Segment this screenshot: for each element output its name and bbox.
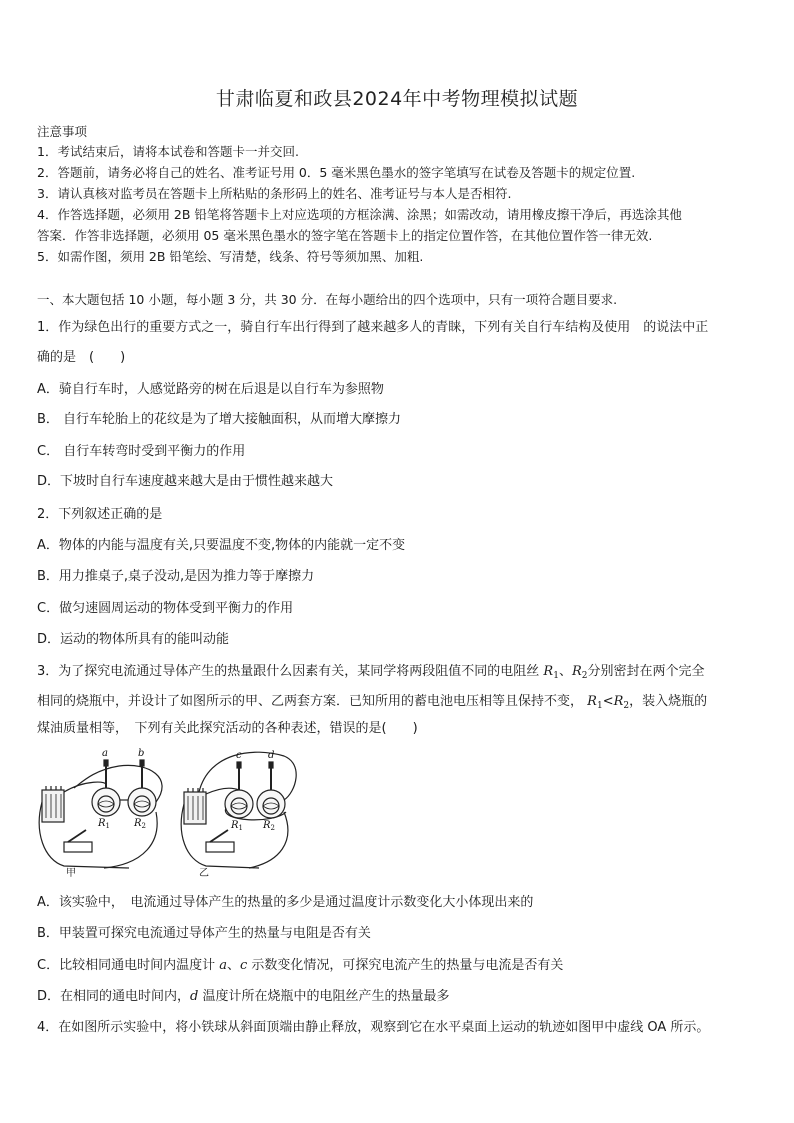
r1-symbol: $R_1$ — [587, 694, 603, 711]
q3-option-c — [37, 954, 563, 973]
q3-option-d-text2: 温度计所在烧瓶中的电阻丝产生的热量最多 — [198, 989, 450, 1004]
q3-stem-text-2b: ，装入烧瓶的 — [629, 694, 708, 709]
circuit-yi — [181, 752, 296, 868]
resistor-r2-label: $R_2$ — [571, 664, 588, 681]
q3-option-b: B．甲装置可探究电流通过导体产生的热量与电阻是否有关 — [37, 926, 371, 941]
r2-symbol: $R_2$ — [613, 694, 630, 711]
label-yi: 乙 — [199, 868, 209, 879]
q1-option-c: C． 自行车转弯时受到平衡力的作用 — [37, 444, 246, 459]
q2-option-c: C．做匀速圆周运动的物体受到平衡力的作用 — [37, 601, 294, 616]
note-item-1: 1．考试结束后，请将本试卷和答题卡一并交回. — [37, 144, 299, 159]
q2-option-a: A．物体的内能与温度有关,只要温度不变,物体的内能就一定不变 — [37, 538, 406, 553]
q1-option-a: A．骑自行车时，人感觉路旁的树在后退是以自行车为参照物 — [37, 382, 384, 397]
q1-option-d: D．下坡时自行车速度越来越大是由于惯性越来越大 — [37, 474, 334, 489]
q1-stem: 1．作为绿色出行的重要方式之一，骑自行车出行得到了越来越多人的青睐，下列有关自行车结构及使用 的说法中正 — [37, 320, 709, 335]
q3-option-a: A．该实验中， 电流通过导体产生的热量的多少是通过温度计示数变化大小体现出来的 — [37, 895, 534, 910]
q3-stem-line1 — [37, 660, 705, 681]
section-intro: 一、本大题包括 10 小题，每小题 3 分，共 30 分．在每小题给出的四个选项中，只有一项符合题目要求. — [37, 292, 618, 307]
q1-option-b: B． 自行车轮胎上的花纹是为了增大接触面积，从而增大摩擦力 — [37, 412, 402, 427]
less-than: < — [602, 694, 614, 709]
thermometer-c: c — [240, 958, 248, 973]
resistor-r1-label: $R_1$ — [543, 664, 559, 681]
separator: 、 — [558, 664, 572, 679]
q3-stem-line2 — [37, 690, 707, 711]
label-jia: 甲 — [66, 868, 76, 879]
q1-stem-cont: 确的是 ( ) — [37, 350, 126, 365]
label-b: b — [138, 748, 145, 759]
q3-option-c-text1: C．比较相同通电时间内温度计 — [37, 958, 220, 973]
label-d: d — [268, 750, 275, 761]
page-title: 甘肃临夏和政县2024年中考物理模拟试题 — [215, 88, 579, 110]
q3-option-c-text2: 示数变化情况，可探究电流产生的热量与电流是否有关 — [247, 958, 564, 973]
label-r1-yi: $R_1$ — [231, 820, 243, 832]
q3-option-d — [37, 985, 449, 1004]
note-item-4-cont: 答案．作答非选择题，必须用 05 毫米黑色墨水的签字笔在答题卡上的指定位置作答，在其他位置作答一律无效. — [37, 228, 653, 243]
note-item-4: 4．作答选择题，必须用 2B 铅笔将答题卡上对应选项的方框涂满、涂黑；如需改动，请用橡皮擦干净后，再选涂其他 — [37, 207, 682, 222]
q3-stem-line3: 煤油质量相等， 下列有关此探究活动的各种表述，错误的是( ) — [37, 721, 418, 736]
separator: 、 — [226, 958, 240, 973]
q2-option-b: B．用力推桌子,桌子没动,是因为推力等于摩擦力 — [37, 569, 315, 584]
circuit-diagram — [34, 742, 334, 882]
q2-option-d: D．运动的物体所具有的能叫动能 — [37, 632, 230, 647]
q3-option-d-text1: D．在相同的通电时间内， — [37, 989, 191, 1004]
q3-stem-text-1b: 分别密封在两个完全 — [587, 664, 705, 679]
circuit-jia — [39, 760, 162, 868]
thermometer-a: a — [219, 958, 227, 973]
label-r2-jia: $R_2$ — [134, 818, 146, 830]
label-r1-jia: $R_1$ — [98, 818, 110, 830]
label-c: c — [236, 750, 242, 761]
q2-stem: 2．下列叙述正确的是 — [37, 507, 163, 522]
q3-stem-text-1: 3．为了探究电流通过导体产生的热量跟什么因素有关，某同学将两段阻值不同的电阻丝 — [37, 664, 540, 679]
q3-stem-text-2: 相同的烧瓶中，并设计了如图所示的甲、乙两套方案．已知所用的蓄电池电压相等且保持不变， — [37, 694, 584, 709]
q4-stem: 4．在如图所示实验中，将小铁球从斜面顶端由静止释放，观察到它在水平桌面上运动的轨迹如图甲中虚线 OA 所示。 — [37, 1020, 710, 1035]
note-item-5: 5．如需作图，须用 2B 铅笔绘、写清楚，线条、符号等须加黑、加粗. — [37, 249, 424, 264]
label-a: a — [102, 748, 108, 759]
label-r2-yi: $R_2$ — [263, 820, 275, 832]
thermometer-d: d — [190, 989, 199, 1004]
note-item-2: 2．答题前，请务必将自己的姓名、准考证号用 0．5 毫米黑色墨水的签字笔填写在试卷及答题卡的规定位置. — [37, 165, 636, 180]
note-item-3: 3．请认真核对监考员在答题卡上所粘贴的条形码上的姓名、准考证号与本人是否相符. — [37, 186, 512, 201]
notes-heading: 注意事项 — [37, 124, 88, 139]
